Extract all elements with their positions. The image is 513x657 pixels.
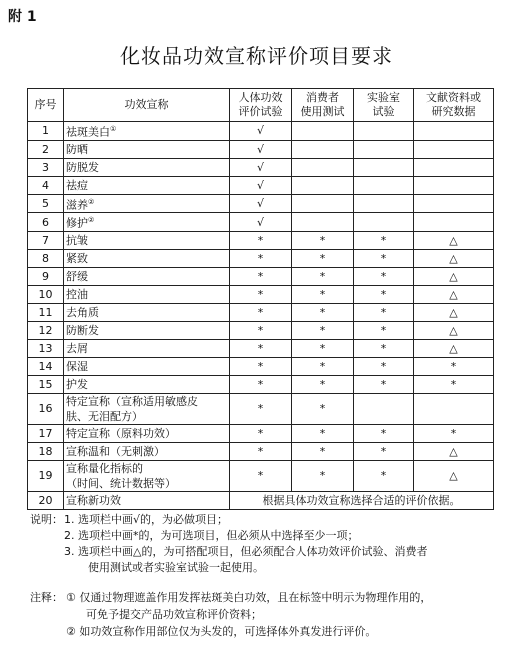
option-mark [414, 122, 494, 141]
table-row [28, 249, 494, 267]
option-mark [354, 158, 414, 176]
option-mark: △ [414, 303, 494, 321]
table-row [28, 357, 494, 375]
row-number: 1 [28, 122, 64, 141]
table-row [28, 442, 494, 460]
option-mark: * [414, 375, 494, 393]
table-row [28, 122, 494, 141]
option-mark [292, 122, 354, 141]
option-mark [354, 393, 414, 424]
row-number: 9 [28, 267, 64, 285]
option-mark [354, 140, 414, 158]
header-literature: 文献资料或 研究数据 [414, 89, 494, 122]
option-mark: * [230, 249, 292, 267]
table-row [28, 267, 494, 285]
table-row [28, 491, 494, 509]
option-mark: * [230, 393, 292, 424]
option-mark [414, 140, 494, 158]
option-mark: △ [414, 231, 494, 249]
table-row [28, 140, 494, 158]
row-number: 11 [28, 303, 64, 321]
row-number: 2 [28, 140, 64, 158]
option-mark: * [354, 442, 414, 460]
header-no: 序号 [28, 89, 64, 122]
table-row [28, 303, 494, 321]
option-mark [292, 213, 354, 232]
option-mark: * [292, 321, 354, 339]
claim-cell: 抗皱 [64, 231, 230, 249]
option-mark: * [292, 303, 354, 321]
option-mark: * [292, 267, 354, 285]
claim-cell: 控油 [64, 285, 230, 303]
option-mark: * [292, 393, 354, 424]
option-mark [292, 140, 354, 158]
option-mark: * [354, 267, 414, 285]
option-mark: * [354, 231, 414, 249]
remark-item: 可免予提交产品功效宣称评价资料； [86, 608, 262, 621]
notes-section [30, 512, 500, 576]
table-row [28, 213, 494, 232]
claim-cell: 修护② [64, 213, 230, 232]
table-row [28, 194, 494, 213]
option-mark: * [414, 357, 494, 375]
merged-guidance-cell: 根据具体功效宣称选择合适的评价依据。 [230, 491, 494, 509]
option-mark: √ [230, 213, 292, 232]
row-number: 12 [28, 321, 64, 339]
requirements-table [27, 88, 494, 510]
option-mark: * [354, 321, 414, 339]
option-mark: * [292, 375, 354, 393]
option-mark: * [230, 460, 292, 491]
row-number: 14 [28, 357, 64, 375]
option-mark: * [292, 442, 354, 460]
option-mark: * [354, 285, 414, 303]
claim-cell: 特定宣称（宣称适用敏感皮 肤、无泪配方） [64, 393, 230, 424]
option-mark: △ [414, 249, 494, 267]
remarks-label: 注释： [30, 591, 63, 604]
table-row [28, 424, 494, 442]
option-mark [292, 176, 354, 194]
option-mark [354, 194, 414, 213]
option-mark: * [354, 460, 414, 491]
claim-cell: 宣称新功效 [64, 491, 230, 509]
footnote-marker: ① [110, 125, 117, 133]
option-mark: * [230, 339, 292, 357]
option-mark: * [230, 285, 292, 303]
note-item: 1. 选项栏中画√的，为必做项目； [64, 513, 228, 526]
note-item: 2. 选项栏中画*的，为可选项目，但必须从中选择至少一项； [64, 529, 359, 542]
remarks-section [30, 589, 500, 640]
notes-label: 说明： [30, 513, 63, 526]
table-row [28, 321, 494, 339]
table-row [28, 393, 494, 424]
option-mark: * [292, 231, 354, 249]
claim-cell: 宣称温和（无刺激） [64, 442, 230, 460]
option-mark: △ [414, 321, 494, 339]
remark-item: ① 仅通过物理遮盖作用发挥祛斑美白功效，且在标签中明示为物理作用的， [66, 591, 432, 604]
option-mark: * [354, 424, 414, 442]
option-mark [414, 176, 494, 194]
option-mark: △ [414, 339, 494, 357]
note-item: 3. 选项栏中画△的，为可搭配项目，但必须配合人体功效评价试验、消费者 [64, 545, 428, 558]
row-number: 3 [28, 158, 64, 176]
claim-cell: 护发 [64, 375, 230, 393]
row-number: 16 [28, 393, 64, 424]
claim-cell: 紧致 [64, 249, 230, 267]
option-mark: * [354, 249, 414, 267]
option-mark: * [414, 424, 494, 442]
option-mark [414, 393, 494, 424]
option-mark: √ [230, 158, 292, 176]
table-row [28, 176, 494, 194]
option-mark: △ [414, 285, 494, 303]
claim-cell: 去角质 [64, 303, 230, 321]
option-mark: * [230, 303, 292, 321]
claim-cell: 宣称量化指标的 （时间、统计数据等） [64, 460, 230, 491]
row-number: 10 [28, 285, 64, 303]
option-mark [354, 122, 414, 141]
option-mark: √ [230, 122, 292, 141]
option-mark: △ [414, 442, 494, 460]
row-number: 20 [28, 491, 64, 509]
option-mark: √ [230, 194, 292, 213]
claim-cell: 特定宣称（原料功效） [64, 424, 230, 442]
claim-cell: 祛斑美白① [64, 122, 230, 141]
table-row [28, 460, 494, 491]
claim-cell: 防晒 [64, 140, 230, 158]
claim-cell: 舒缓 [64, 267, 230, 285]
option-mark [292, 194, 354, 213]
option-mark: * [292, 357, 354, 375]
footnote-marker: ② [88, 216, 95, 225]
option-mark [354, 176, 414, 194]
header-claim: 功效宣称 [64, 89, 230, 122]
header-consumer-test: 消费者 使用测试 [292, 89, 354, 122]
option-mark: * [292, 339, 354, 357]
row-number: 6 [28, 213, 64, 232]
option-mark: * [354, 357, 414, 375]
claim-cell: 防脱发 [64, 158, 230, 176]
option-mark [414, 194, 494, 213]
note-item: 使用测试或者实验室试验一起使用。 [88, 561, 264, 574]
option-mark: * [230, 424, 292, 442]
option-mark [292, 158, 354, 176]
footnote-marker: ② [88, 197, 95, 206]
option-mark: * [230, 231, 292, 249]
row-number: 15 [28, 375, 64, 393]
option-mark: √ [230, 140, 292, 158]
option-mark: △ [414, 267, 494, 285]
claim-cell: 去屑 [64, 339, 230, 357]
claim-cell: 防断发 [64, 321, 230, 339]
row-number: 4 [28, 176, 64, 194]
option-mark: * [292, 424, 354, 442]
row-number: 17 [28, 424, 64, 442]
option-mark: * [230, 357, 292, 375]
claim-cell: 保湿 [64, 357, 230, 375]
option-mark: △ [414, 460, 494, 491]
option-mark [354, 213, 414, 232]
table-row [28, 285, 494, 303]
header-lab-test: 实验室 试验 [354, 89, 414, 122]
table-row [28, 158, 494, 176]
row-number: 5 [28, 194, 64, 213]
row-number: 13 [28, 339, 64, 357]
option-mark: * [354, 375, 414, 393]
annex-label: 附 1 [8, 9, 37, 25]
claim-cell: 滋养② [64, 194, 230, 213]
option-mark: √ [230, 176, 292, 194]
option-mark [414, 158, 494, 176]
option-mark: * [292, 249, 354, 267]
option-mark: * [292, 460, 354, 491]
claim-cell: 祛痘 [64, 176, 230, 194]
option-mark: * [230, 321, 292, 339]
row-number: 18 [28, 442, 64, 460]
option-mark: * [230, 442, 292, 460]
page-title: 化妆品功效宣称评价项目要求 [120, 44, 393, 68]
row-number: 7 [28, 231, 64, 249]
header-human-test: 人体功效 评价试验 [230, 89, 292, 122]
table-row [28, 375, 494, 393]
table-header-row [28, 89, 494, 122]
option-mark: * [354, 303, 414, 321]
option-mark: * [230, 267, 292, 285]
option-mark: * [230, 375, 292, 393]
row-number: 8 [28, 249, 64, 267]
option-mark [414, 213, 494, 232]
remark-item: ② 如功效宣称作用部位仅为头发的，可选择体外真发进行评价。 [66, 625, 377, 638]
option-mark: * [292, 285, 354, 303]
table-row [28, 339, 494, 357]
row-number: 19 [28, 460, 64, 491]
table-row [28, 231, 494, 249]
option-mark: * [354, 339, 414, 357]
